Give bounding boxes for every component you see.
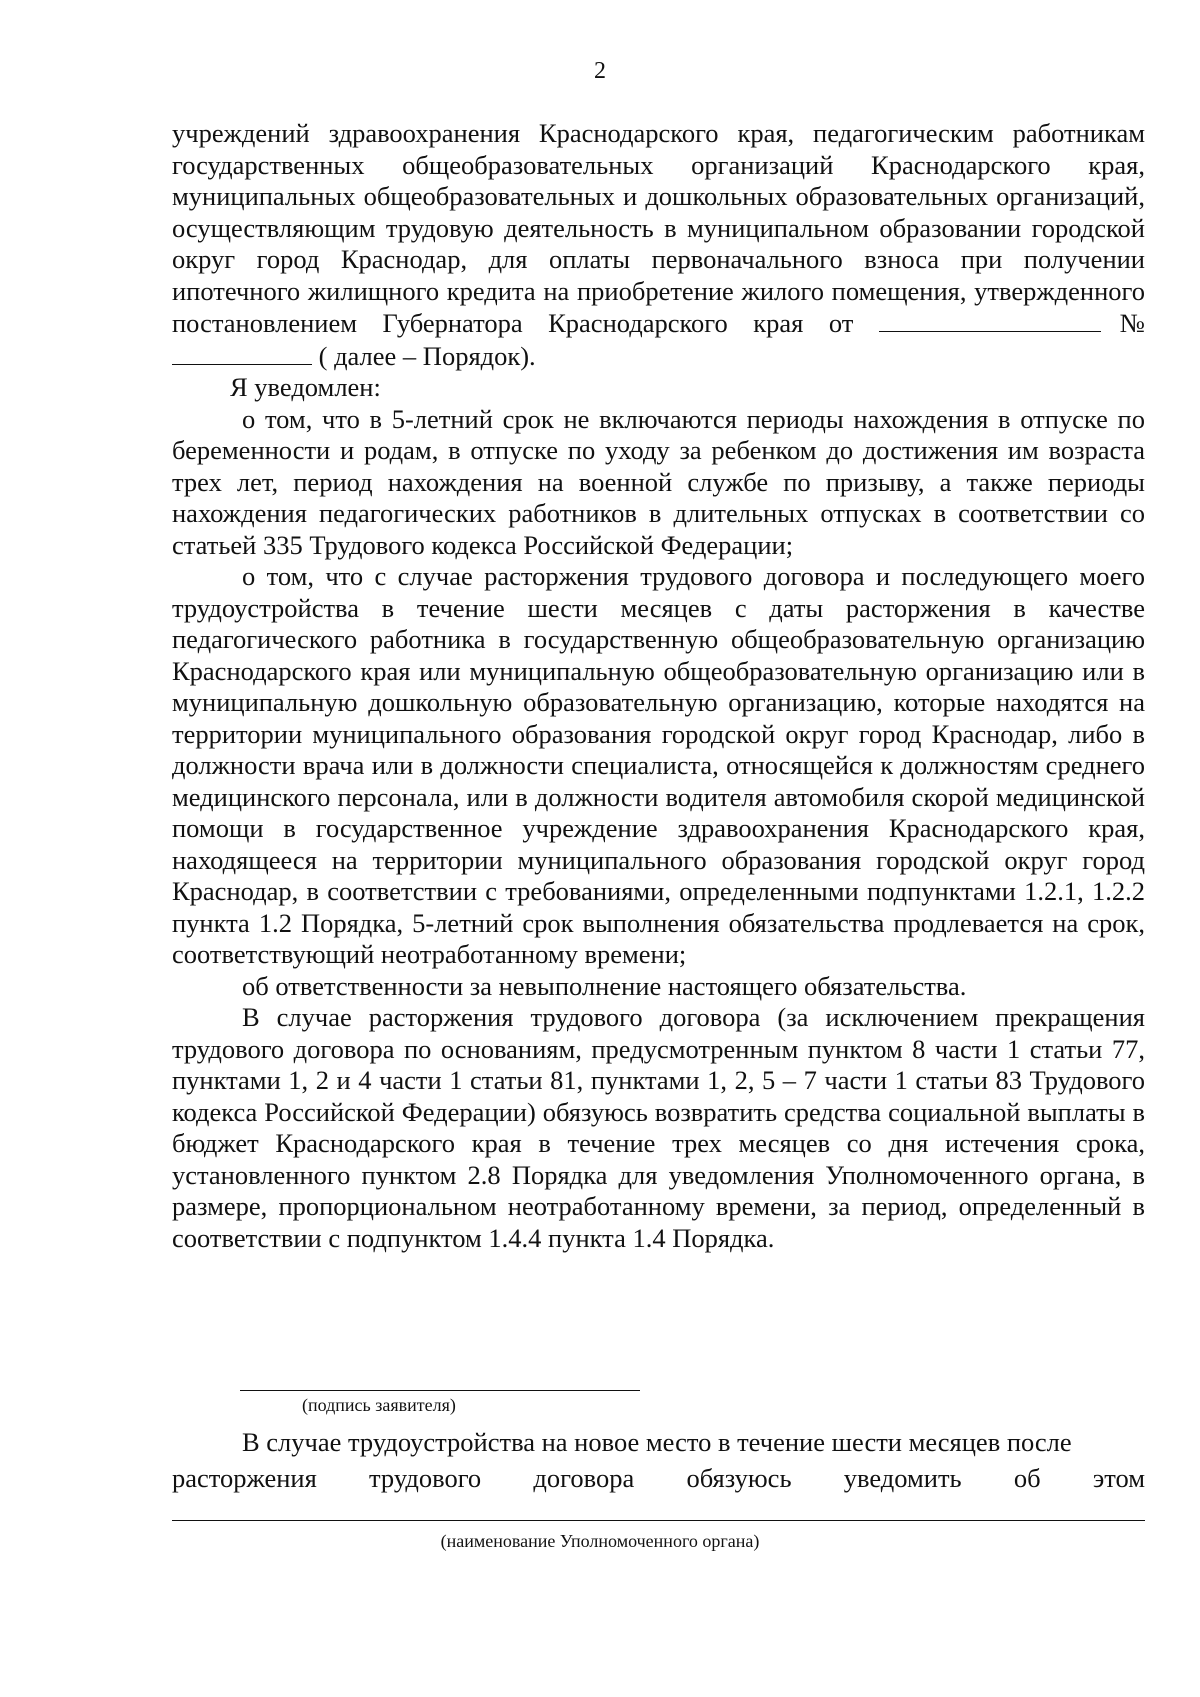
paragraph-refund: В случае расторжения трудового договора (за исключением прекращения трудового договора по основаниям, предусмотренным пунктом 8 части 1 статьи 77, пунктами 1, 2 и 4 части 1 статьи 81, пунктами 1, 2, 5 – 7 части 1 статьи 83 Трудового кодекса Российской Федерации) обязуюсь возвратить средства социальной выплаты в бюджет Краснодарского края в течение трех месяцев со дня истечения срока, установленного пунктом 2.8 Порядка для уведомления Уполномоченного органа, в размере, пропорциональном неотработанному времени, за период, определенный в соответствии с подпунктом 1.4.4 пункта 1.4 Порядка.: [172, 1002, 1145, 1253]
paragraph-text: учреждений здравоохранения Краснодарского края, педагогическим работникам государственных общеобразовательных организаций Краснодарского края, муниципальных общеобразовательных и дошкольных образовательных организаций, осуществляющим трудовую деятельность в муниципальном образовании городской округ город Краснодар, для оплаты первоначального взноса при получении ипотечного жилищного кредита на приобретение жилого помещения, утвержденного постановлением Губернатора Краснодарского края от: [172, 118, 1145, 338]
paragraph-text-end: ( далее – Порядок).: [318, 340, 536, 371]
signature-caption: (подпись заявителя): [302, 1395, 456, 1415]
signature-block: [240, 1390, 640, 1416]
date-blank-line: [879, 307, 1101, 332]
document-body: [172, 118, 1145, 1254]
paragraph-notified: Я уведомлен:: [230, 372, 381, 402]
tail-line-1: В случае трудоустройства на новое место в течение шести месяцев после: [242, 1427, 1072, 1457]
paragraph-excluded-periods: о том, что в 5-летний срок не включаются периоды нахождения в отпуске по беременности и родам, в отпуске по уходу за ребенком до достижения им возраста трех лет, период нахождения на военной службе по призыву, а также периоды нахождения педагогических работников в длительных отпусках в соответствии со статьей 335 Трудового кодекса Российской Федерации;: [172, 403, 1145, 560]
number-blank-line: [172, 340, 312, 365]
paragraph-notify-employment: [172, 1424, 1145, 1496]
paragraph-extension: о том, что с случае расторжения трудового договора и последующего моего трудоустройства в течение шести месяцев с даты расторжения в качестве педагогического работника в государственную общеобразовательную организацию Краснодарского края или муниципальную общеобразовательную организацию или в муниципальную дошкольную образовательную организацию, которые находятся на территории муниципального образования городской округ город Краснодар, либо в должности врача или в должности специалиста, относящейся к должностям среднего медицинского персонала, или в должности водителя автомобиля скорой медицинской помощи в государственное учреждение здравоохранения Краснодарского края, находящееся на территории муниципального образования городской округ город Краснодар, в соответствии с требованиями, определенными подпунктами 1.2.1, 1.2.2 пункта 1.2 Порядка, 5-летний срок выполнения обязательства продлевается на срок, соответствующий неотработанному времени;: [172, 561, 1145, 969]
page-number: 2: [594, 58, 606, 84]
paragraph-responsibility: об ответственности за невыполнение настоящего обязательства.: [242, 970, 967, 1001]
organization-caption: (наименование Уполномоченного органа): [440, 1531, 760, 1551]
number-sign: №: [1100, 308, 1145, 338]
tail-line-2: расторжения трудового договора обязуюсь уведомить об этом: [172, 1463, 1145, 1493]
paragraph-procedure-reference: [172, 118, 1145, 372]
organization-blank-line: [172, 1520, 1145, 1521]
signature-line: [240, 1390, 640, 1391]
